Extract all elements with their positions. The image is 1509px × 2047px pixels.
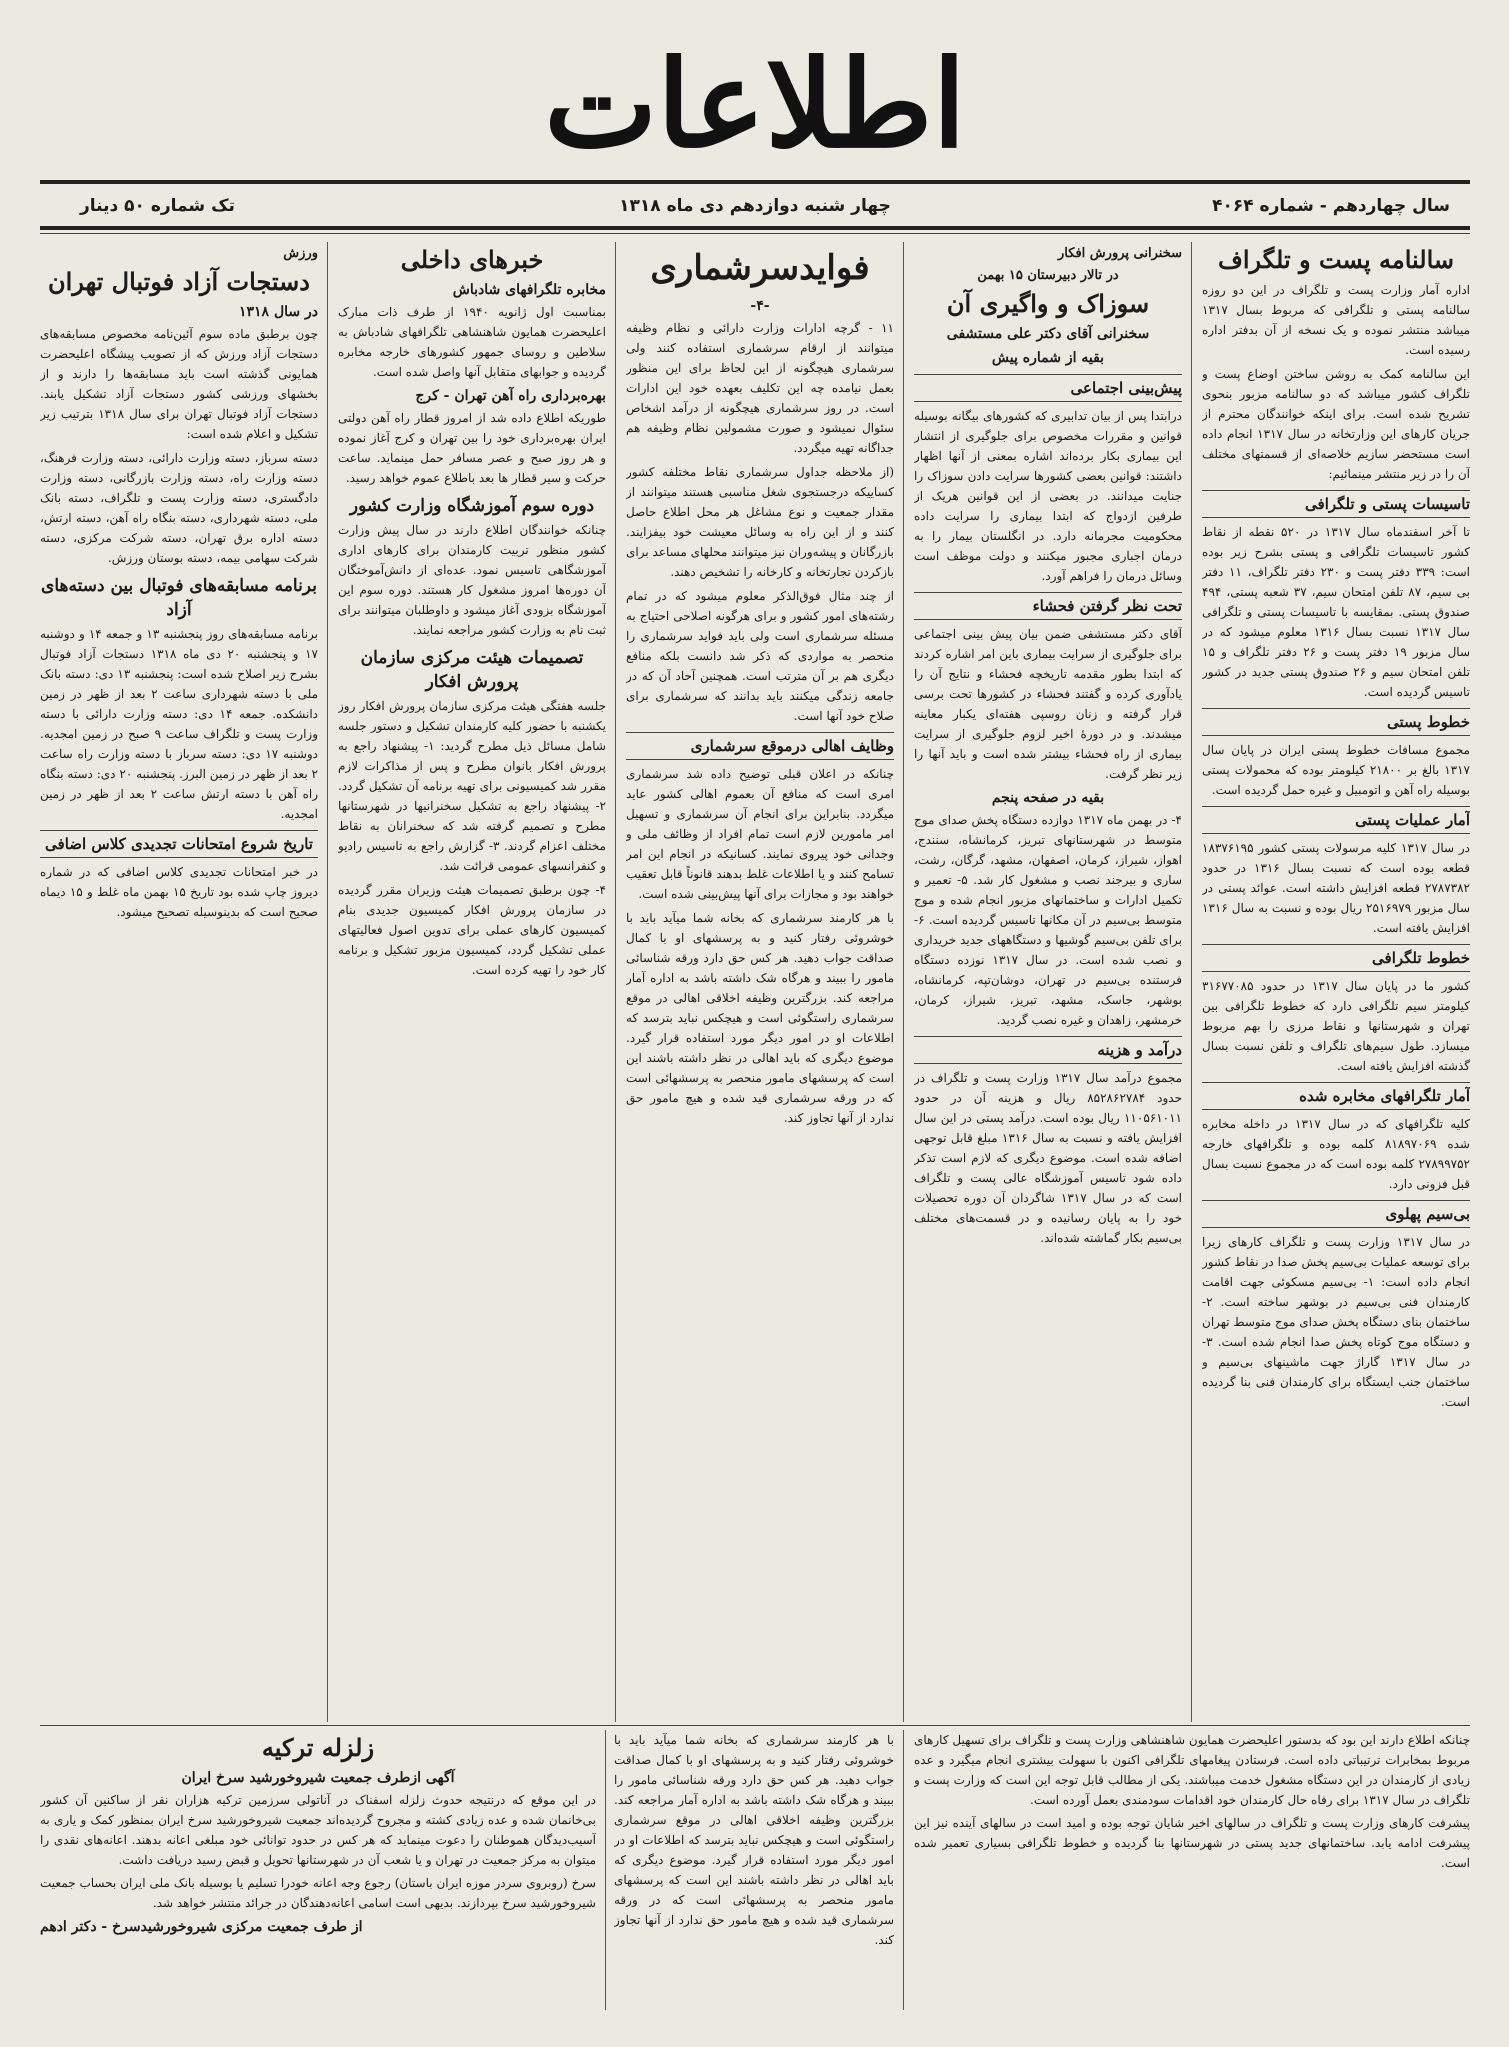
bottom-census-continuation xyxy=(614,1730,894,2010)
column-divider xyxy=(327,242,328,1722)
census-part-number: -۴- xyxy=(750,298,770,314)
column-census xyxy=(626,242,894,1722)
column-divider xyxy=(605,1730,606,2010)
lecture-middle-body: ۴- در بهمن ماه ۱۳۱۷ دوازده دستگاه پخش صدای موج متوسط در شهرستانهای تبریز، کرمانشاه، سنندج، اهواز، شیراز، کرمان، اصفهان، مشهد، گرگان، رشت، ساری و بیرجند نصب و مشغول کار شد. ۵- تعمیر و تکمیل ادارات و ساختمانهای مزبور انجام شده و موج متوسط بی‌سیم در آن مکانها تاسیس گردیده است. ۶- برای تلفن بی‌سیم گوشیها و دستگاههای جدید خریداری و نصب شده است. در سال ۱۳۱۷ نوزده دستگاه فرستنده بی‌سیم در تهران، دوشان‌تپه، کرمانشاه، بوشهر، جاسک، مشهد، تبریز، شیراز، کرمان، خرمشهر، زاهدان و غیره نصب گردید. xyxy=(914,813,1182,1027)
headline-earthquake: زلزله ترکیه xyxy=(261,1733,375,1762)
column-divider xyxy=(1191,242,1192,1722)
headline-lecture: سوزاک و واگیری آن xyxy=(946,289,1150,318)
lecture-section-1-title: پیش‌بینی اجتماعی xyxy=(914,374,1182,402)
exam-notice-body: در خبر امتحانات تجدیدی کلاس اضافی که در شماره دیروز چاپ شده بود تاریخ ۱۵ بهمن ماه غلط و ۱۵ دیماه صحیح است که بدینوسیله تصحیح میشود. xyxy=(40,865,318,919)
post-section-5-body: کلیه تلگرافهای که در سال ۱۳۱۷ در داخله مخابره شده ۸۱۸۹۷۰۶۹ کلمه بوده و تلگرافهای خارجه ۲۷۸۹۹۷۵۲ کلمه بوده است که در مجموع نسبت بسال قبل فزونی دارد. xyxy=(1202,1117,1470,1191)
bottom-post-continuation xyxy=(914,1730,1470,2010)
post-intro-2: این سالنامه کمک به روشن ساختن اوضاع پست و تلگراف کشور میباشد که دو سالنامه مزبور بنحوی تشریح شده است. برای اینکه خوانندگان محترم از جریان کارهای این وزارتخانه در سال ۱۳۱۷ انجام داده است مستحضر سازیم خلاصه‌ای از قسمتهای مختلف آن را در زیر منتشر مینمائیم: xyxy=(1202,367,1470,481)
bottom-rule xyxy=(40,1725,1470,1726)
sports-kicker: ورزش xyxy=(283,246,318,261)
newspaper-title: اطلاعات xyxy=(544,34,966,175)
post-intro-1: اداره آمار وزارت پست و تلگراف در این دو روزه سالنامه پستی و تلگرافی که مربوط بسال ۱۳۱۷ میباشد منتشر نموده و یک نسخه از آن بدفتر اداره رسیده است. xyxy=(1202,283,1470,357)
dateline xyxy=(40,190,1470,224)
census-para-2: (از ملاحظه جداول سرشماری نقاط مختلفه کشور کساییکه درجستجوی شغل مناسبی هستند میتوانند از مقدار جمعیت و نوع مشاغل هر محل اطلاع حاصل کنند و از این راه به وسائل معیشت خود بیفزایند. بازرگانان و پیشه‌وران نیز میتوانند محلهای مساعد برای بازکردن تجارتخانه و کارخانه را تشخیص دهند. xyxy=(626,465,894,579)
lecture-section-2-body: آقای دکتر مستشفی ضمن بیان پیش بینی اجتماعی برای جلوگیری از سرایت بیماری باین امر اشاره کردند که ابتدا بطور مقدمه تاریخچه فحشاء و نتایج آن را یادآوری کرده و گفتند فحشاء در کشورها تحت برسی قرار گرفته و زنان روسپی هفته‌ای یکبار معاینه میشدند. و در دورهٔ اخیر لزوم جلوگیری از سرایت بیماری از راه فحشاء بیشتر شده است و باید آنها را زیر نظر گرفت. xyxy=(914,627,1182,781)
lecture-speaker: سخنرانی آقای دکتر علی مستشفی xyxy=(946,326,1150,342)
earthquake-notice-sub: آگهی ازطرف جمعیت شیروخورشید سرخ ایران xyxy=(181,1770,455,1786)
newspaper-page xyxy=(40,30,1470,2020)
earthquake-para-2: سرخ (روبروی سردر موزه ایران باستان) رجوع وجه اعانه خودرا تسلیم یا بوسیله بانک ملی ایران بحساب جمعیت شیروخورشید سرخ بپردازند. بدیهی است اسامی اعانه‌دهندگان در جرائد منتشر خواهد شد. xyxy=(40,1876,596,1910)
sports-year: در سال ۱۳۱۸ xyxy=(239,304,318,320)
headline-post-almanac: سالنامه پست و تلگراف xyxy=(1218,245,1454,274)
lecture-section-3-title: درآمد و هزینه xyxy=(914,1036,1182,1064)
post-section-6-body: در سال ۱۳۱۷ وزارت پست و تلگراف کارهای زیرا برای توسعه عملیات بی‌سیم پخش صدا در نقاط کشور انجام داده است: ۱- بی‌سیم مسکوئی جهت اقامت کارمندان فنی بی‌سیم در بوشهر ساخته است. ۲- ساختمان بنای دستگاه پخش صدای موج متوسط تهران و دستگاه موج کوتاه پخش صدا انجام شده است. ۳- در سال ۱۳۱۷ گاراژ جهت ماشینهای بی‌سیم و ساختمان جنب ایستگاه برای کارمندان فنی بنا گردیده است. xyxy=(1202,1235,1470,1409)
masthead xyxy=(40,30,1470,185)
post-section-2-title: خطوط پستی xyxy=(1202,708,1470,736)
lecture-kicker: سخنرانی پرورش افکار xyxy=(1058,246,1182,261)
column-sports xyxy=(40,242,318,1722)
census-section-title: وظایف اهالی درموقع سرشماری xyxy=(626,732,894,760)
post-section-3-body: در سال ۱۳۱۷ کلیه مرسولات پستی کشور ۱۸۳۷۶۱۹۵ قطعه بوده است که نسبت بسال ۱۳۱۶ در حدود ۲۷۸۷۳۸۲ قطعه افزایش داشته است. عوائد پستی در سال مزبور ۲۵۱۶۹۷۹ ریال بوده و نسبت به سال ۱۳۱۶ افزایش یافته است. xyxy=(1202,841,1470,935)
earthquake-para-1: در این موقع که درنتیجه حدوث زلزله اسفناک در آناتولی سرزمین ترکیه هزاران نفر از ساکنین آن کشور بی‌خانمان شده و عده زیادی کشته و مجروح گردیده‌اند جمعیت شیروخورشید سرخ ایران بمنظور کمک و یاری به آسیب‌دیدگان هموطنان را دعوت مینماید که هر کس در حدود توانائی خود مبلغی اعانه بدهند. اعانه‌های نقدی را میتوان به مرکز جمعیت در تهران و یا شعب آن در شهرستانها تحویل و قبض رسید دریافت داشت. xyxy=(40,1793,596,1867)
lecture-venue: در تالار دبیرستان ۱۵ بهمن xyxy=(977,268,1119,283)
domestic-news-3-body: چنانکه خوانندگان اطلاع دارند در سال پیش وزارت کشور منظور تربیت کارمندان برای کارهای اداری آموزشگاهی تاسیس نمود. عده‌ای از دانش‌آموختگان آن دوره‌ها امروز مشغول کار هستند. دوره سوم این آموزشگاه بزودی آغاز میشود و داوطلبان میتوانند برای ثبت نام به وزارت کشور مراجعه نمایند. xyxy=(338,523,606,637)
column-domestic-news xyxy=(338,242,606,1722)
masthead-rule xyxy=(40,180,1470,184)
census-para-4: چنانکه در اعلان قبلی توضیح داده شد سرشماری امری است که منافع آن بعموم اهالی کشور عاید میگردد. بنابراین برای انجام آن سرشماری و تسهیل امر مامورین لازم است تمام افراد از وظائف ملی و وجدانی خود پیروی نمایند. کسانیکه در انجام این امر تسامح کنند و یا اطلاعات غلط بدهند قانوناً قابل تعقیب خواهند بود و مجازات برای آنها پیش‌بینی شده است. xyxy=(626,767,894,901)
domestic-news-1-title: مخابره تلگرافهای شادباش xyxy=(452,282,606,298)
census-para-5: با هر کارمند سرشماری که بخانه شما میآید باید با خوشروئی رفتار کنید و به پرسشهای او با کمال صداقت جواب دهید. هر کس حق دارد ورقه شناسائی مامور را ببیند و هرگاه شک داشته باشد به اداره آمار مراجعه کند. بزرگترین وظیفه اخلاقی اهالی در موقع سرشماری راستگوئی است و هیچکس نباید بترسد که اطلاعات او در امور دیگر مورد استفاده قرار گیرد. موضوع دیگری که باید اهالی در نظر داشته باشند این است که پرسشهای مامور منحصر به پرسشهائی است که در ورقه سرشماری قید شده و هیچ مامور حق ندارد از آنها تجاوز کند. xyxy=(626,911,894,1125)
column-post-telegraph xyxy=(1202,242,1470,1722)
earthquake-notice xyxy=(40,1730,596,2010)
headline-domestic-news: خبرهای داخلی xyxy=(400,245,544,274)
domestic-news-2-title: بهره‌برداری راه آهن تهران - کرج xyxy=(415,388,606,404)
column-divider xyxy=(615,242,616,1722)
lecture-section-1-body: درابتدا پس از بیان تدابیری که کشورهای بیگانه بوسیله قوانین و مقررات مخصوص برای جلوگیری از انتشار این بیماری بکار برده‌اند اشاره بمعنی از آنها اظهار داشتند: قوانین بعضی کشورها سرایت دادن سوزاک را جنایت میدانند. در بعضی از این قوانین هریک از طرفین ازدواج که ابتدا بیماری را سرایت داده محکومیت مجرمانه دارد. در انگلستان بیمار را به درمان اجباری مجبور میکنند و دولت موظف است وسائل درمان را فراهم آورد. xyxy=(914,409,1182,583)
bottom-post-para-2: پیشرفت کارهای وزارت پست و تلگراف در سالهای اخیر شایان توجه بوده و امید است در سالهای آینده نیز این پیشرفت ادامه یابد. ساختمانهای جدید پستی در شهرستانها بنا گردیده و خطوط تلگرافی بسیاری تعمیر شده است. xyxy=(914,1816,1470,1870)
post-section-4-body: کشور ما در پایان سال ۱۳۱۷ در حدود ۳۱۶۷۷۰۸۵ کیلومتر سیم تلگرافی دارد که خطوط تلگرافی بین تهران و شهرستانها و نقاط مرزی را بهم مربوط میسازد. طول سیم‌های تلگراف و تلفن نسبت بسال گذشته افزایش یافته است. xyxy=(1202,979,1470,1073)
bottom-census-para: با هر کارمند سرشماری که بخانه شما میآید باید با خوشروئی رفتار کنید و به پرسشهای او با کمال صداقت جواب دهید. هر کس حق دارد ورقه شناسائی مامور را ببیند و هرگاه شک داشته باشد به اداره آمار مراجعه کند. بزرگترین وظیفه اخلاقی اهالی در موقع سرشماری راستگوئی است و هیچکس نباید بترسد که اطلاعات او در امور دیگر مورد استفاده قرار گیرد. موضوع دیگری که باید اهالی در نظر داشته باشند این است که پرسشهای مامور منحصر به پرسشهائی است که در ورقه سرشماری قید شده و هیچ مامور حق ندارد از آنها تجاوز کند. xyxy=(614,1733,894,1947)
year-issue: سال چهاردهم - شماره ۴۰۶۴ xyxy=(1212,196,1450,216)
column-divider xyxy=(903,1730,904,2010)
issue-date: چهار شنبه دوازدهم دی ماه ۱۳۱۸ xyxy=(619,196,891,216)
sports-para-3: برنامه مسابقه‌های روز پنجشنبه ۱۳ و جمعه ۱۴ و دوشنبه ۱۷ و پنجشنبه ۲۰ دی ماه ۱۳۱۸ دستجات آزاد فوتبال بشرح زیر اصلاح شده است: پنجشنبه ۱۳ دی: دسته بانک ملی با دسته شهرداری ساعت ۲ بعد از ظهر در زمین دانشکده. جمعه ۱۴ دی: دسته وزارت دارائی با دسته وزارت پست و تلگراف ساعت ۹ صبح در زمین امجدیه. دوشنبه ۱۷ دی: دسته سرباز با دسته وزارت راه ساعت ۲ بعد از ظهر در زمین البرز. پنجشنبه ۲۰ دی: دسته بنگاه راه آهن با دسته ارتش ساعت ۲ بعد از ظهر در زمین امجدیه. xyxy=(40,627,318,821)
domestic-news-4-body: جلسه هفتگی هیئت مرکزی سازمان پرورش افکار روز یکشنبه با حضور کلیه کارمندان تشکیل و دستور جلسه شامل مسائل ذیل مطرح گردید: ۱- پیشنهاد راجع به پرورش افکار بانوان مطرح و پس از مذاکرات لازم مقرر شد کمیسیونی برای تهیه برنامه آن تشکیل گردد. ۲- پیشنهاد راجع به تشکیل سخنرانیها در شهرستانها مطرح و تصمیم گرفته شد که سخنرانان به نقاط مختلف اعزام گردند. ۳- گزارش راجع به تاسیس رادیو و کنفرانسهای عمومی قرائت شد. xyxy=(338,699,606,873)
headline-census: فوایدسرشماری xyxy=(650,248,870,288)
domestic-news-1-body: بمناسبت اول ژانویه ۱۹۴۰ از طرف ذات مبارک اعلیحضرت همایون شاهنشاهی تلگرافهای شادباش به سلاطین و روسای جمهور کشورهای خارجه مخابره گردیده و جوابهای متقابل آنها واصل شده است. xyxy=(338,305,606,379)
column-lecture xyxy=(914,242,1182,1722)
post-section-1-title: تاسیسات پستی و تلگرافی xyxy=(1202,490,1470,518)
domestic-news-5-body: ۴- چون برطبق تصمیمات هیئت وزیران مقرر گردیده در سازمان پرورش افکار کمیسیون جدیدی بنام کمیسیون کارهای عملی برای تدوین اصول فعالیتهای عملی تشکیل گردد، کمیسیون مزبور تشکیل و برنامه کار خود را تهیه کرده است. xyxy=(338,883,606,977)
headline-football: دستجات آزاد فوتبال تهران xyxy=(48,267,310,296)
lecture-section-2-title: تحت نظر گرفتن فحشاء xyxy=(914,592,1182,620)
domestic-news-2-body: طوریکه اطلاع داده شد از امروز قطار راه آهن دولتی ایران بهره‌برداری خود را بین تهران و کرج آغاز نموده و هر روز صبح و عصر مسافر حمل مینماید. ساعت حرکت و سیر قطار ها بعد باطلاع عموم خواهد رسید. xyxy=(338,411,606,485)
sports-para-1: چون برطبق ماده سوم آئین‌نامه مخصوص مسابقه‌های دستجات آزاد ورزش که از تصویب پیشگاه اعلیحضرت همایونی گذشته است باید مسابقه‌ها را دارند و از بخشهای ورزشی کشور دستجات آزاد تشکیل یابند. دستجات آزاد فوتبال تهران برای سال ۱۳۱۸ بترتیب زیر تشکیل و اعلام شده است: xyxy=(40,327,318,441)
post-section-5-title: آمار تلگرافهای مخابره شده xyxy=(1202,1082,1470,1110)
dateline-rule-thin xyxy=(40,233,1470,234)
lecture-continued-to: بقیه در صفحه پنجم xyxy=(991,790,1105,806)
domestic-news-3-title: دوره سوم آموزشگاه وزارت کشور xyxy=(349,496,595,516)
bottom-post-para-1: چنانکه اطلاع دارند این بود که بدستور اعلیحضرت همایون شاهنشاهی وزارت پست و تلگراف برای تسهیل کارهای مربوط بمخابرات ترتیباتی داده است. فرستادن پیغامهای تلگرافی اکنون با سهولت بیشتری انجام میگیرد و عده زیادی از کارمندان در این دستگاه مشغول خدمت میباشند. یکی از مطالب قابل توجه این است که وزارت پست و تلگراف در سال ۱۳۱۷ برای رفاه حال کارمندان خود اقدامات سودمندی بعمل آورده است. xyxy=(914,1733,1470,1807)
post-section-1-body: تا آخر اسفندماه سال ۱۳۱۷ در ۵۲۰ نقطه از نقاط کشور تاسیسات تلگرافی و پستی بشرح زیر بوده است: ۳۳۹ دفتر پست و ۲۳۰ دفتر تلگراف، ۱۱ دفتر بی سیم، ۸۷ تلفن امتحان سیم، ۳۷ شعبه پستی، ۴۹۴ صندوق پستی. بمقایسه با تاسیسات پستی و تلگرافی سال ۱۳۱۷ نسبت بسال ۱۳۱۶ معلوم میشود که در سال مزبور ۱۹ دفتر پست و ۲۶ دفتر تلگراف و ۱۵ تلفن امتحان سیم و ۲۶ صندوق پستی جدید در کشور تاسیس گردیده است. xyxy=(1202,525,1470,699)
sports-section-title: برنامه مسابقه‌های فوتبال بین دسته‌های آزاد xyxy=(41,576,317,620)
sports-para-2: دسته سرباز، دسته وزارت دارائی، دسته وزارت فرهنگ، دسته وزارت راه، دسته وزارت بازرگانی، دسته وزارت دادگستری، دسته وزارت پست و تلگراف، دسته بانک ملی، دسته شهرداری، دسته بنگاه راه آهن، دسته ارتش، دسته اداره برق تهران، دسته شرکت مرکزی، دسته شرکت سهامی بیمه، دسته بوستان ورزش. xyxy=(40,451,318,565)
census-para-3: از چند مثال فوق‌الذکر معلوم میشود که در تمام رشته‌های امور کشور و برای هرگونه اصلاحی احتیاج به مسئله سرشماری است ولی باید فواید سرشماری را منحصر به مواردی که ذکر شد دانست بلکه منافع دیگری هم بر آن مترتب است. همچنین آحاد آن که در جامعه زندگی میکنند باید بدانند که سرشماری برای صلاح خود آنها است. xyxy=(626,589,894,723)
domestic-news-4-title: تصمیمات هیئت مرکزی سازمان پرورش افکار xyxy=(360,648,584,692)
census-para-1: ۱۱ - گرچه ادارات وزارت دارائی و نظام وظیفه میتوانند از ارقام سرشماری استفاده کنند ولی سرشماری هیچگونه از این لحاظ برای این منظور بعمل نیامده چه این تکلیف بعهده خود این ادارات است. در روز سرشماری هیچگونه از درآمد اشخاص سئوال نمیشود و صورت مشمولین نظام وظیفه هم جداگانه تهیه میگردد. xyxy=(626,321,894,455)
earthquake-signature: از طرف جمعیت مرکزی شیروخورشیدسرخ - دکتر ادهم xyxy=(40,1919,363,1935)
lecture-section-3-body: مجموع درآمد سال ۱۳۱۷ وزارت پست و تلگراف در حدود ۸۵۲۸۶۲۷۸۴ ریال و هزینه آن در حدود ۱۱۰۵۶۱۰۱۱ ریال بوده است. درآمد پستی در این سال افزایش یافته و نسبت به سال ۱۳۱۶ مبلغ قابل توجهی اضافه شده است. موضوع دیگری که لازم است تذکر داده شود تاسیس آموزشگاه عالی پست و تلگراف است که در سال ۱۳۱۷ شاگردان آن دوره تحصیلات خود را به پایان رسانیده و در قسمت‌های مختلف بی‌سیم بکار گماشته شده‌اند. xyxy=(914,1071,1182,1245)
post-section-2-body: مجموع مسافات خطوط پستی ایران در پایان سال ۱۳۱۷ بالغ بر ۲۱۸۰۰ کیلومتر بوده که محمولات پستی بوسیله راه آهن و اتومبیل و غیره حمل گردیده است. xyxy=(1202,743,1470,797)
issue-price: تک شماره ۵۰ دینار xyxy=(80,196,235,216)
dateline-rule xyxy=(40,226,1470,230)
column-divider xyxy=(903,242,904,1722)
post-section-6-title: بی‌سیم پهلوی xyxy=(1202,1200,1470,1228)
post-section-4-title: خطوط تلگرافی xyxy=(1202,944,1470,972)
post-section-3-title: آمار عملیات پستی xyxy=(1202,806,1470,834)
lecture-continued-from: بقیه از شماره پیش xyxy=(991,350,1105,366)
exam-notice-title: تاریخ شروع امتحانات تجدیدی کلاس اضافی xyxy=(40,830,318,858)
